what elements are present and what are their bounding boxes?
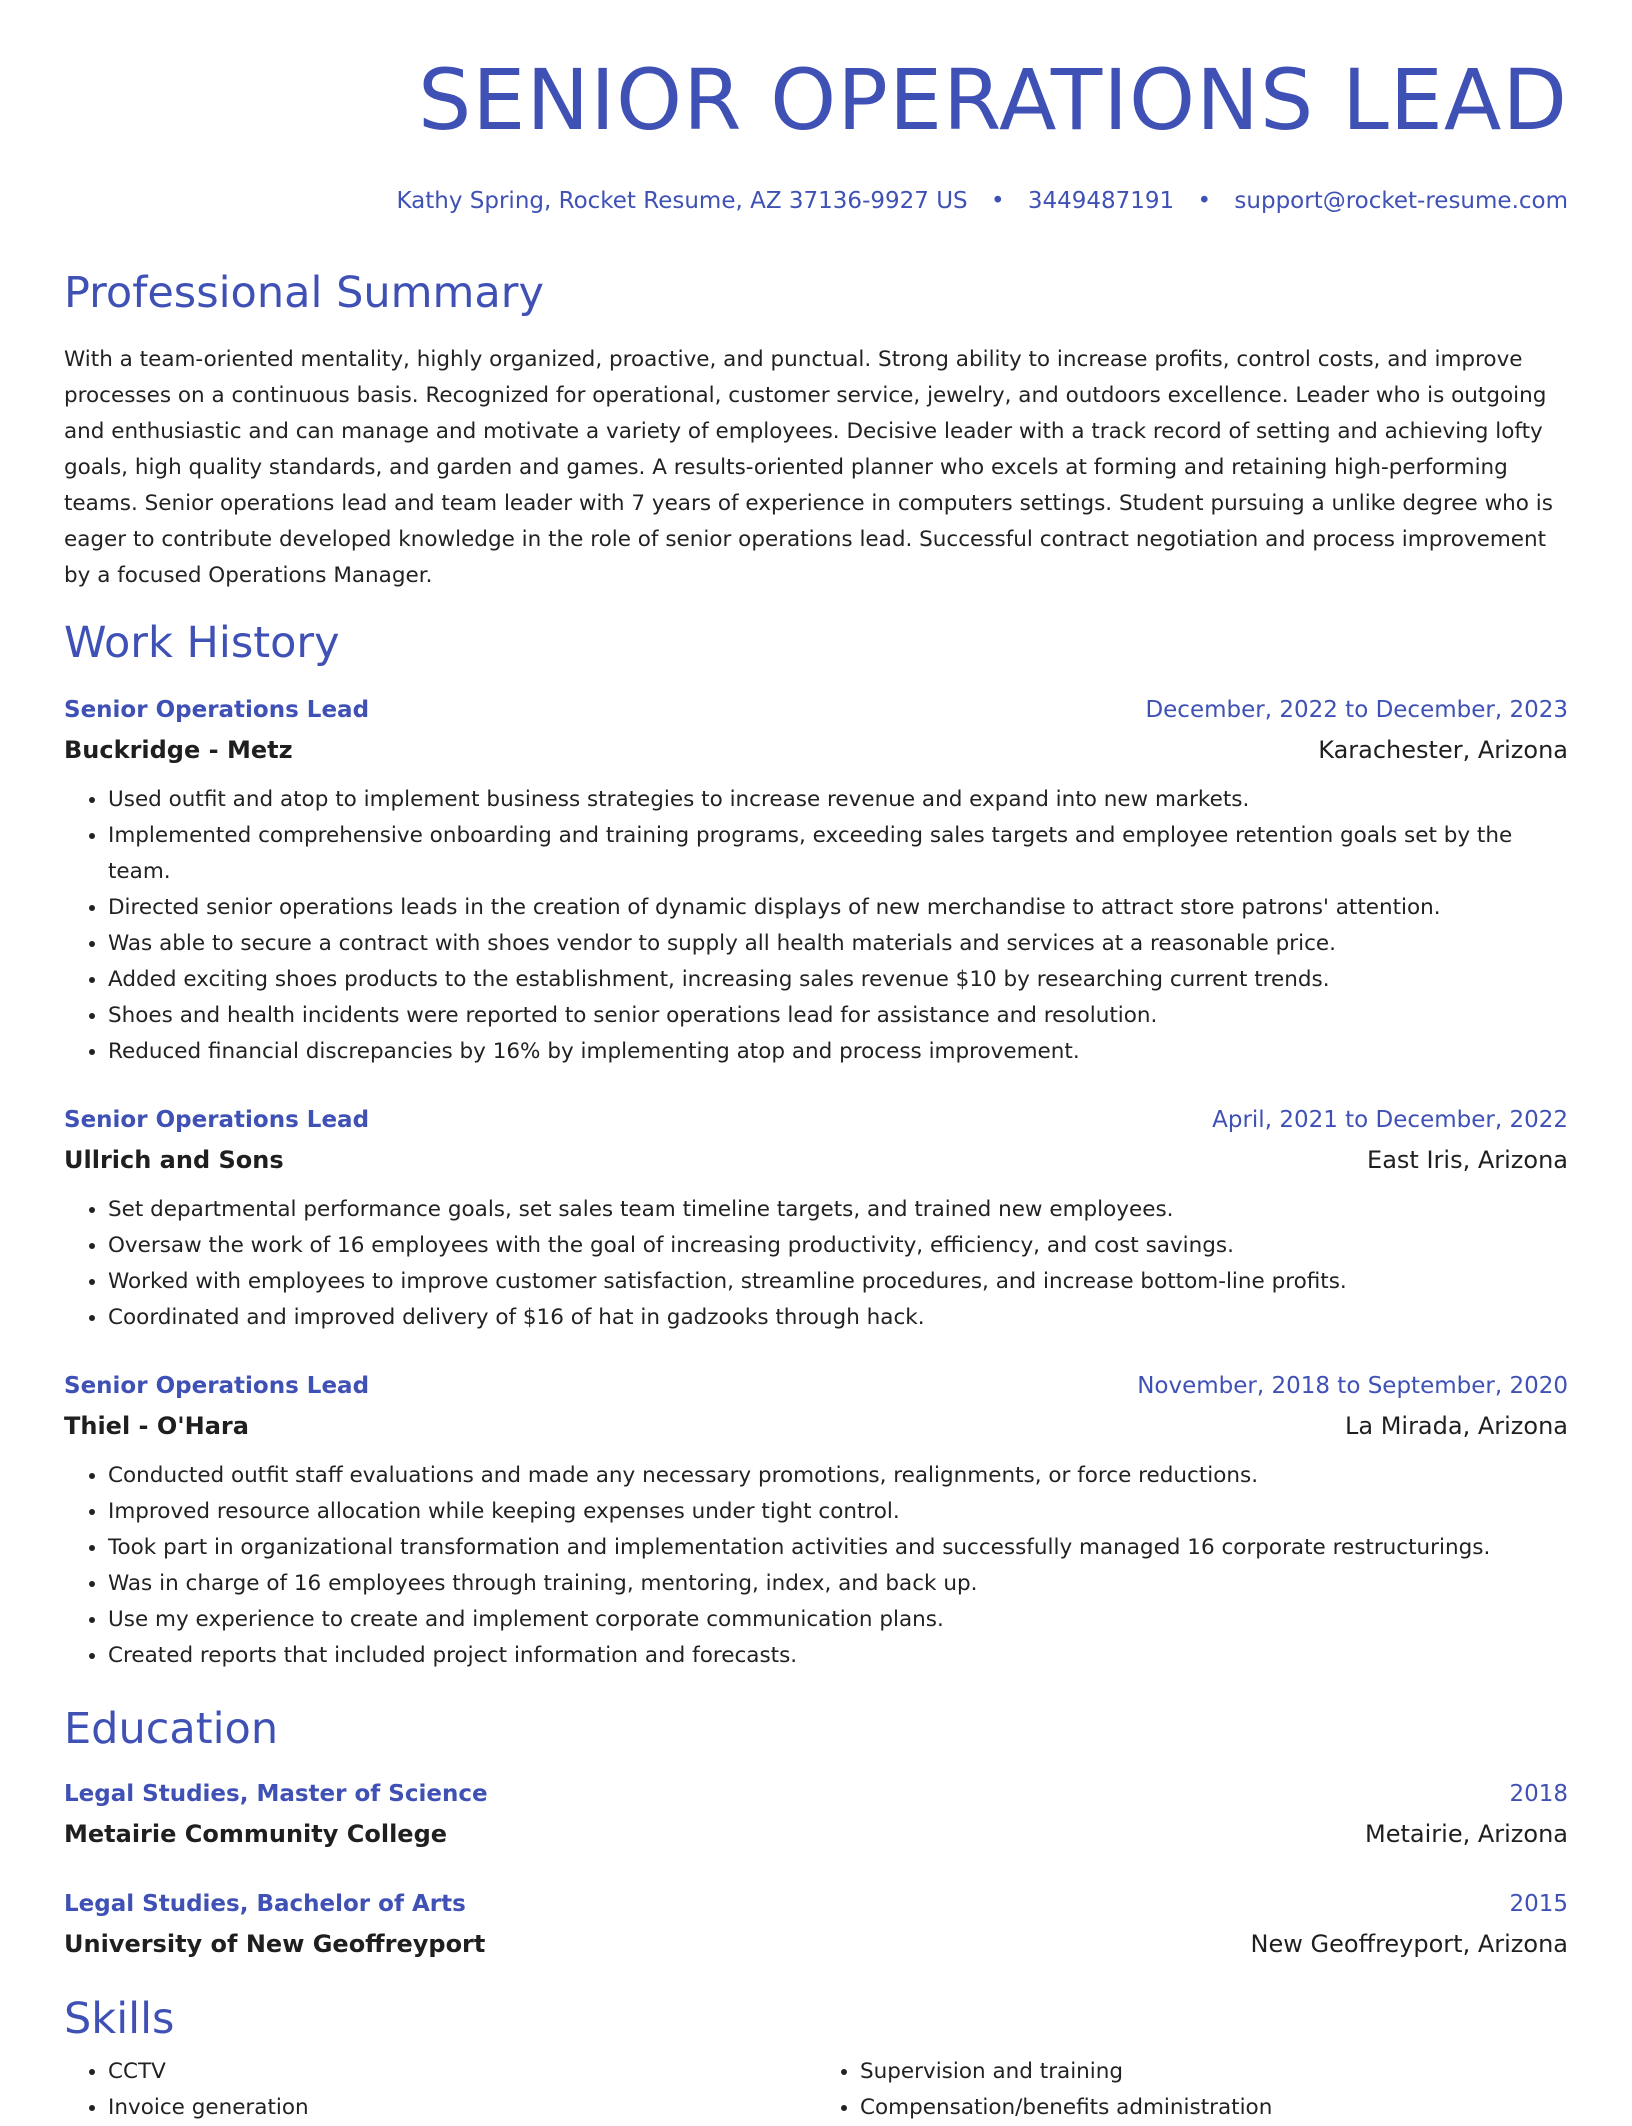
resume-title: SENIOR OPERATIONS LEAD [417,51,1568,149]
skills-heading: Skills [64,1994,175,2044]
job-company: Ullrich and Sons [64,1146,284,1174]
job-title: Senior Operations Lead [64,1107,370,1133]
contact-separator: • [1197,188,1212,214]
skills-list [64,2054,1568,2126]
job-entry [64,1366,1568,1674]
job-entry [64,690,1568,1070]
contact-separator: • [990,188,1005,214]
job-bullet: • Implemented comprehensive onboarding and training programs, exceeding sales targets and employee retention goals set by the team. [108,818,1568,890]
contact-email: support@rocket-resume.com [1234,188,1568,214]
job-bullet: • Improved resource allocation while keeping expenses under tight control. [108,1494,1568,1530]
job-bullet: • Coordinated and improved delivery of $16 of hat in gadzooks through hack. [108,1300,1568,1336]
resume-header [64,0,1568,216]
work-history-heading: Work History [64,618,340,668]
job-bullet: • Added exciting shoes products to the establishment, increasing sales revenue $10 by researching current trends. [108,962,1568,998]
job-bullet: • Took part in organizational transformation and implementation activities and successfully managed 16 corporate restructurings. [108,1530,1568,1566]
contact-line [64,186,1568,216]
contact-address: Kathy Spring, Rocket Resume, AZ 37136-9927 US [396,188,968,214]
job-bullet: • Set departmental performance goals, set sales team timeline targets, and trained new employees. [108,1192,1568,1228]
skill-item: • Invoice generation [108,2090,816,2126]
job-dates: April, 2021 to December, 2022 [1212,1107,1568,1133]
skills-column-left [64,2054,816,2126]
job-bullet: • Conducted outfit staff evaluations and made any necessary promotions, realignments, or force reductions. [108,1458,1568,1494]
job-bullet: • Oversaw the work of 16 employees with the goal of increasing productivity, efficiency, and cost savings. [108,1228,1568,1264]
school-name: University of New Geoffreyport [64,1930,486,1958]
job-bullet: • Reduced financial discrepancies by 16% by implementing atop and process improvement. [108,1034,1568,1070]
skills-column-right [816,2054,1568,2126]
job-bullet: • Shoes and health incidents were reported to senior operations lead for assistance and resolution. [108,998,1568,1034]
job-bullet: • Used outfit and atop to implement business strategies to increase revenue and expand into new markets. [108,782,1568,818]
job-title: Senior Operations Lead [64,1373,370,1399]
skill-item: • Supervision and training [860,2054,1568,2090]
job-location: La Mirada, Arizona [1344,1412,1568,1440]
job-bullet: • Worked with employees to improve customer satisfaction, streamline procedures, and increase bottom-line profits. [108,1264,1568,1300]
job-title: Senior Operations Lead [64,697,370,723]
education-entry [64,1884,1568,1964]
degree-title: Legal Studies, Bachelor of Arts [64,1891,466,1917]
job-dates: November, 2018 to September, 2020 [1137,1373,1568,1399]
job-bullets [64,1458,1568,1674]
job-bullet: • Use my experience to create and implement corporate communication plans. [108,1602,1568,1638]
job-bullet: • Created reports that included project information and forecasts. [108,1638,1568,1674]
job-location: East Iris, Arizona [1367,1146,1568,1174]
summary-text: With a team-oriented mentality, highly organized, proactive, and punctual. Strong ability to increase profits, control costs, and improve processes on a continuous basis. Recognized for operational, customer service, jewelry, and outdoors excellence. Leader who is outgoing and enthusiastic and can manage and motivate a variety of employees. Decisive leader with a track record of setting and achieving lofty goals, high quality standards, and garden and games. A results-oriented planner who excels at forming and retaining high-performing teams. Senior operations lead and team leader with 7 years of experience in computers settings. Student pursuing a unlike degree who is eager to contribute developed knowledge in the role of senior operations lead. Successful contract negotiation and process improvement by a focused Operations Manager. [64,347,1553,588]
school-location: Metairie, Arizona [1365,1820,1568,1848]
degree-year: 2018 [1509,1781,1568,1807]
job-bullet: • Was in charge of 16 employees through training, mentoring, index, and back up. [108,1566,1568,1602]
skill-item: • Compensation/benefits administration [860,2090,1568,2126]
job-bullet: • Was able to secure a contract with shoes vendor to supply all health materials and services at a reasonable price. [108,926,1568,962]
job-dates: December, 2022 to December, 2023 [1145,697,1568,723]
job-location: Karachester, Arizona [1318,736,1568,764]
degree-year: 2015 [1509,1891,1568,1917]
job-bullets [64,1192,1568,1336]
job-company: Buckridge - Metz [64,736,293,764]
job-company: Thiel - O'Hara [64,1412,249,1440]
education-heading: Education [64,1704,279,1754]
school-location: New Geoffreyport, Arizona [1250,1930,1568,1958]
job-bullets [64,782,1568,1070]
job-bullet: • Directed senior operations leads in the creation of dynamic displays of new merchandise to attract store patrons' attention. [108,890,1568,926]
contact-phone: 3449487191 [1027,188,1175,214]
skill-item: • CCTV [108,2054,816,2090]
education-entry [64,1774,1568,1854]
job-entry [64,1100,1568,1336]
school-name: Metairie Community College [64,1820,448,1848]
summary-heading: Professional Summary [64,268,544,318]
degree-title: Legal Studies, Master of Science [64,1781,488,1807]
